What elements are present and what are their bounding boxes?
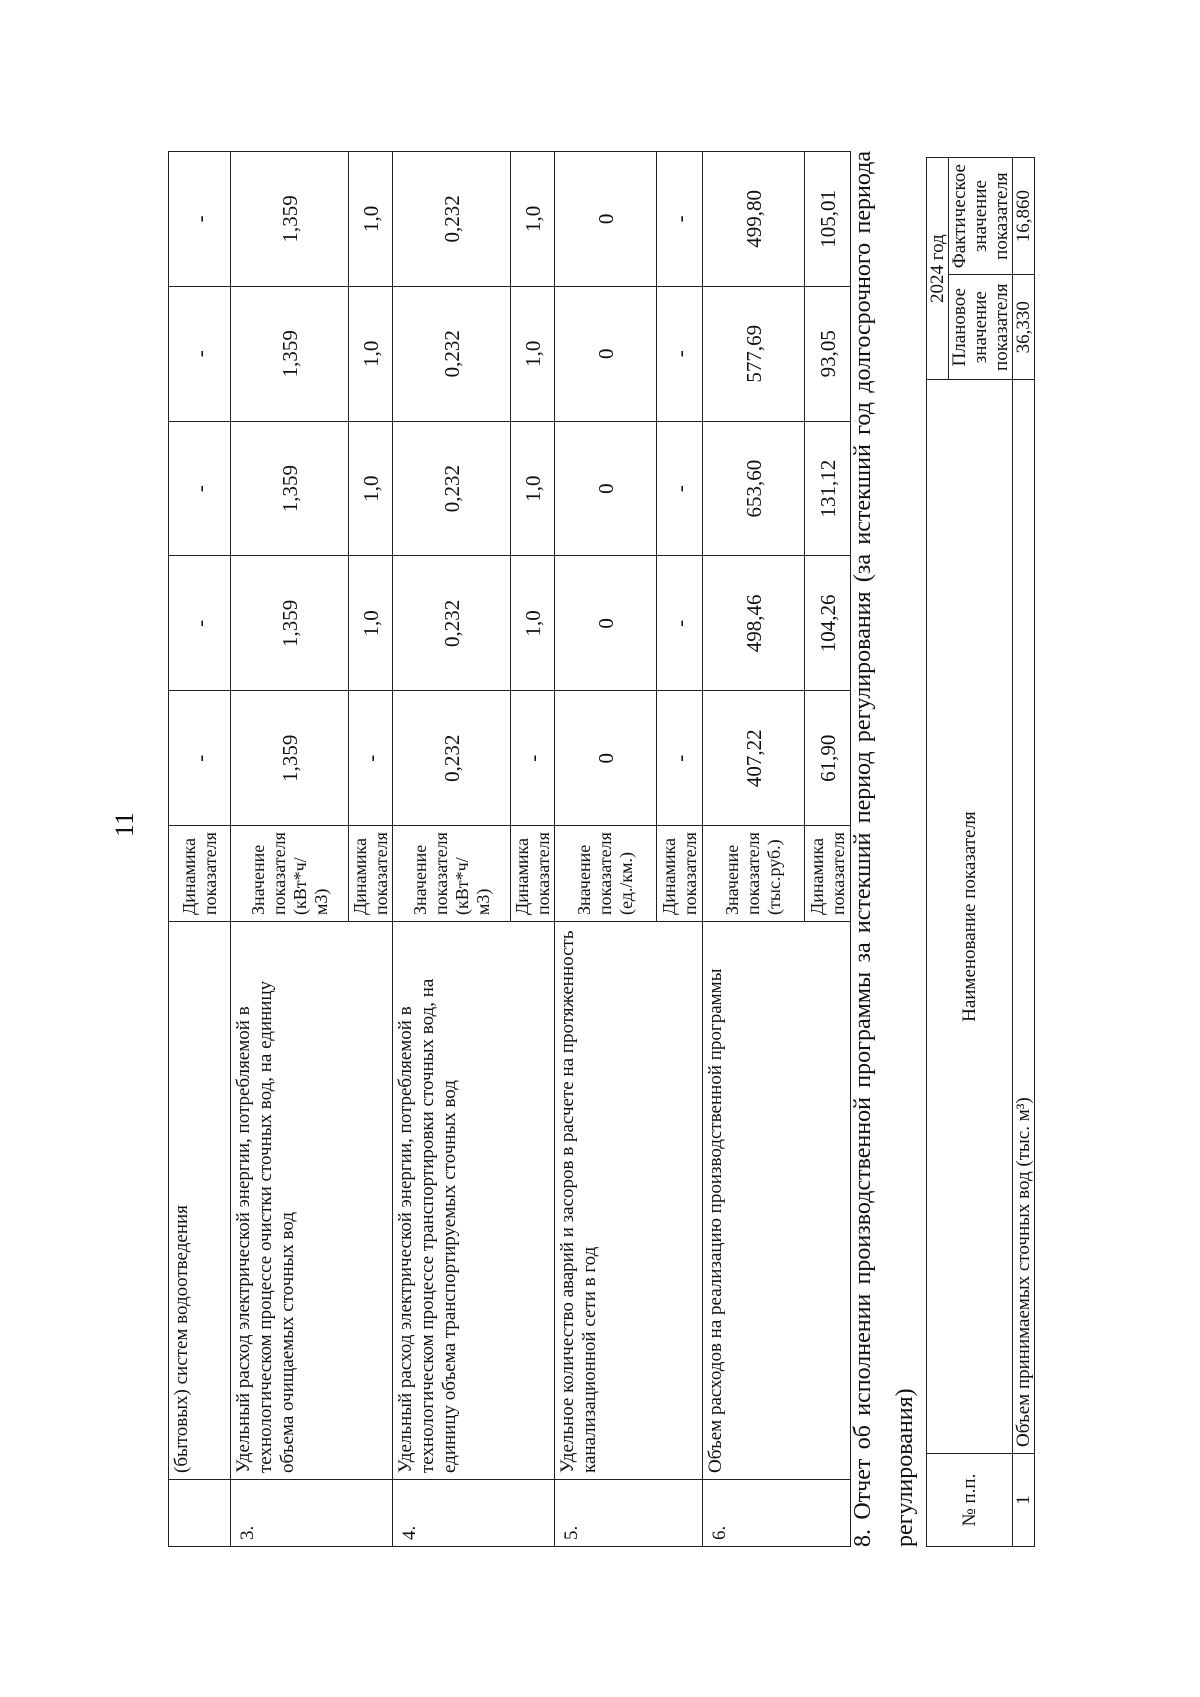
year-header: 2024 год xyxy=(927,158,949,380)
table-row xyxy=(231,152,349,1547)
indicator-value: - xyxy=(657,421,703,556)
indicator-value: 407,22 xyxy=(703,691,805,826)
table-row xyxy=(393,152,511,1547)
indicator-value: - xyxy=(169,152,231,287)
indicator-value: 577,69 xyxy=(703,286,805,421)
report-row-num: 1 xyxy=(1013,1454,1035,1547)
indicator-value: - xyxy=(169,691,231,826)
row-number: 6. xyxy=(703,1480,851,1547)
indicator-value: - xyxy=(657,556,703,691)
indicator-value: 0,232 xyxy=(393,556,511,691)
indicator-value: 1,359 xyxy=(231,286,349,421)
indicator-name: Удельный расход электрической энергии, потребляемой в технологическом процессе очистки сточных вод, на единицу объема очищаемых сточных вод xyxy=(231,922,393,1480)
indicator-value: 499,80 xyxy=(703,152,805,287)
indicator-value: 498,46 xyxy=(703,556,805,691)
indicator-value: - xyxy=(657,691,703,826)
indicator-value: 1,359 xyxy=(231,691,349,826)
indicator-value: 653,60 xyxy=(703,421,805,556)
indicator-value: 93,05 xyxy=(805,286,851,421)
indicator-name: (бытовых) систем водоотведения xyxy=(169,922,231,1480)
table-row xyxy=(703,152,805,1547)
report-header-row xyxy=(927,158,949,1547)
indicator-unit: Динамика показателя xyxy=(511,826,555,922)
indicator-unit: Динамика показателя xyxy=(349,826,393,922)
indicator-name: Объем расходов на реализацию производственной программы xyxy=(703,922,851,1480)
page-number: 11 xyxy=(110,811,139,837)
indicators-table xyxy=(168,151,851,1547)
indicator-value: 1,0 xyxy=(511,286,555,421)
indicator-unit: Динамика показателя xyxy=(657,826,703,922)
indicator-value: 0 xyxy=(555,152,657,287)
indicator-value: 1,0 xyxy=(511,421,555,556)
indicator-value: 0 xyxy=(555,421,657,556)
indicator-value: 0 xyxy=(555,691,657,826)
indicator-value: 0,232 xyxy=(393,691,511,826)
indicator-unit: Динамика показателя xyxy=(805,826,851,922)
indicator-unit: Динамика показателя xyxy=(169,826,231,922)
indicator-value: 1,359 xyxy=(231,152,349,287)
indicator-value: 1,359 xyxy=(231,556,349,691)
indicator-value: 131,12 xyxy=(805,421,851,556)
indicator-value: - xyxy=(169,421,231,556)
report-row-fact: 16,860 xyxy=(1013,158,1035,275)
indicator-value: - xyxy=(657,152,703,287)
indicator-value: 0,232 xyxy=(393,286,511,421)
col-name-header: Наименование показателя xyxy=(927,380,1013,1454)
indicator-value: - xyxy=(349,691,393,826)
indicator-value: 1,0 xyxy=(349,556,393,691)
report-row-plan: 36,330 xyxy=(1013,275,1035,380)
col-plan-header: Плановое значение показателя xyxy=(949,275,1013,380)
indicator-name: Удельный расход электрической энергии, потребляемой в технологическом процессе транспортировки сточных вод, на единицу объема транспортируемых сточных вод xyxy=(393,922,555,1480)
indicator-value: - xyxy=(169,286,231,421)
table-row xyxy=(555,152,657,1547)
indicator-value: - xyxy=(169,556,231,691)
report-table xyxy=(926,157,1035,1547)
indicator-value: 0,232 xyxy=(393,421,511,556)
indicator-value: 104,26 xyxy=(805,556,851,691)
row-number xyxy=(169,1480,231,1547)
indicator-value: 1,0 xyxy=(349,421,393,556)
indicator-value: - xyxy=(511,691,555,826)
row-number: 3. xyxy=(231,1480,393,1547)
indicator-value: 1,359 xyxy=(231,421,349,556)
indicator-value: 1,0 xyxy=(511,556,555,691)
indicator-value: 0 xyxy=(555,556,657,691)
row-number: 5. xyxy=(555,1480,703,1547)
indicator-unit: Значение показателя (кВт*ч/м3) xyxy=(393,826,511,922)
indicator-value: 0,232 xyxy=(393,152,511,287)
section-8-heading: 8. Отчет об исполнении производственной программы за истекший период регулирования (за истекший год долгосрочного периода регулирования) xyxy=(850,151,918,1547)
row-number: 4. xyxy=(393,1480,555,1547)
table-row xyxy=(169,152,231,1547)
indicator-value: - xyxy=(657,286,703,421)
col-num-header: № п.п. xyxy=(927,1454,1013,1547)
indicator-value: 1,0 xyxy=(511,152,555,287)
indicator-name: Удельное количество аварий и засоров в расчете на протяженность канализационной сети в год xyxy=(555,922,703,1480)
indicator-value: 61,90 xyxy=(805,691,851,826)
indicator-unit: Значение показателя (тыс.руб.) xyxy=(703,826,805,922)
indicator-unit: Значение показателя (кВт*ч/м3) xyxy=(231,826,349,922)
indicator-value: 1,0 xyxy=(349,152,393,287)
report-row xyxy=(1013,158,1035,1547)
report-row-name: Объем принимаемых сточных вод (тыс. м³) xyxy=(1013,380,1035,1454)
col-fact-header: Фактическое значение показателя xyxy=(949,158,1013,275)
indicator-value: 105,01 xyxy=(805,152,851,287)
indicator-unit: Значение показателя (ед./км.) xyxy=(555,826,657,922)
indicator-value: 0 xyxy=(555,286,657,421)
indicator-value: 1,0 xyxy=(349,286,393,421)
